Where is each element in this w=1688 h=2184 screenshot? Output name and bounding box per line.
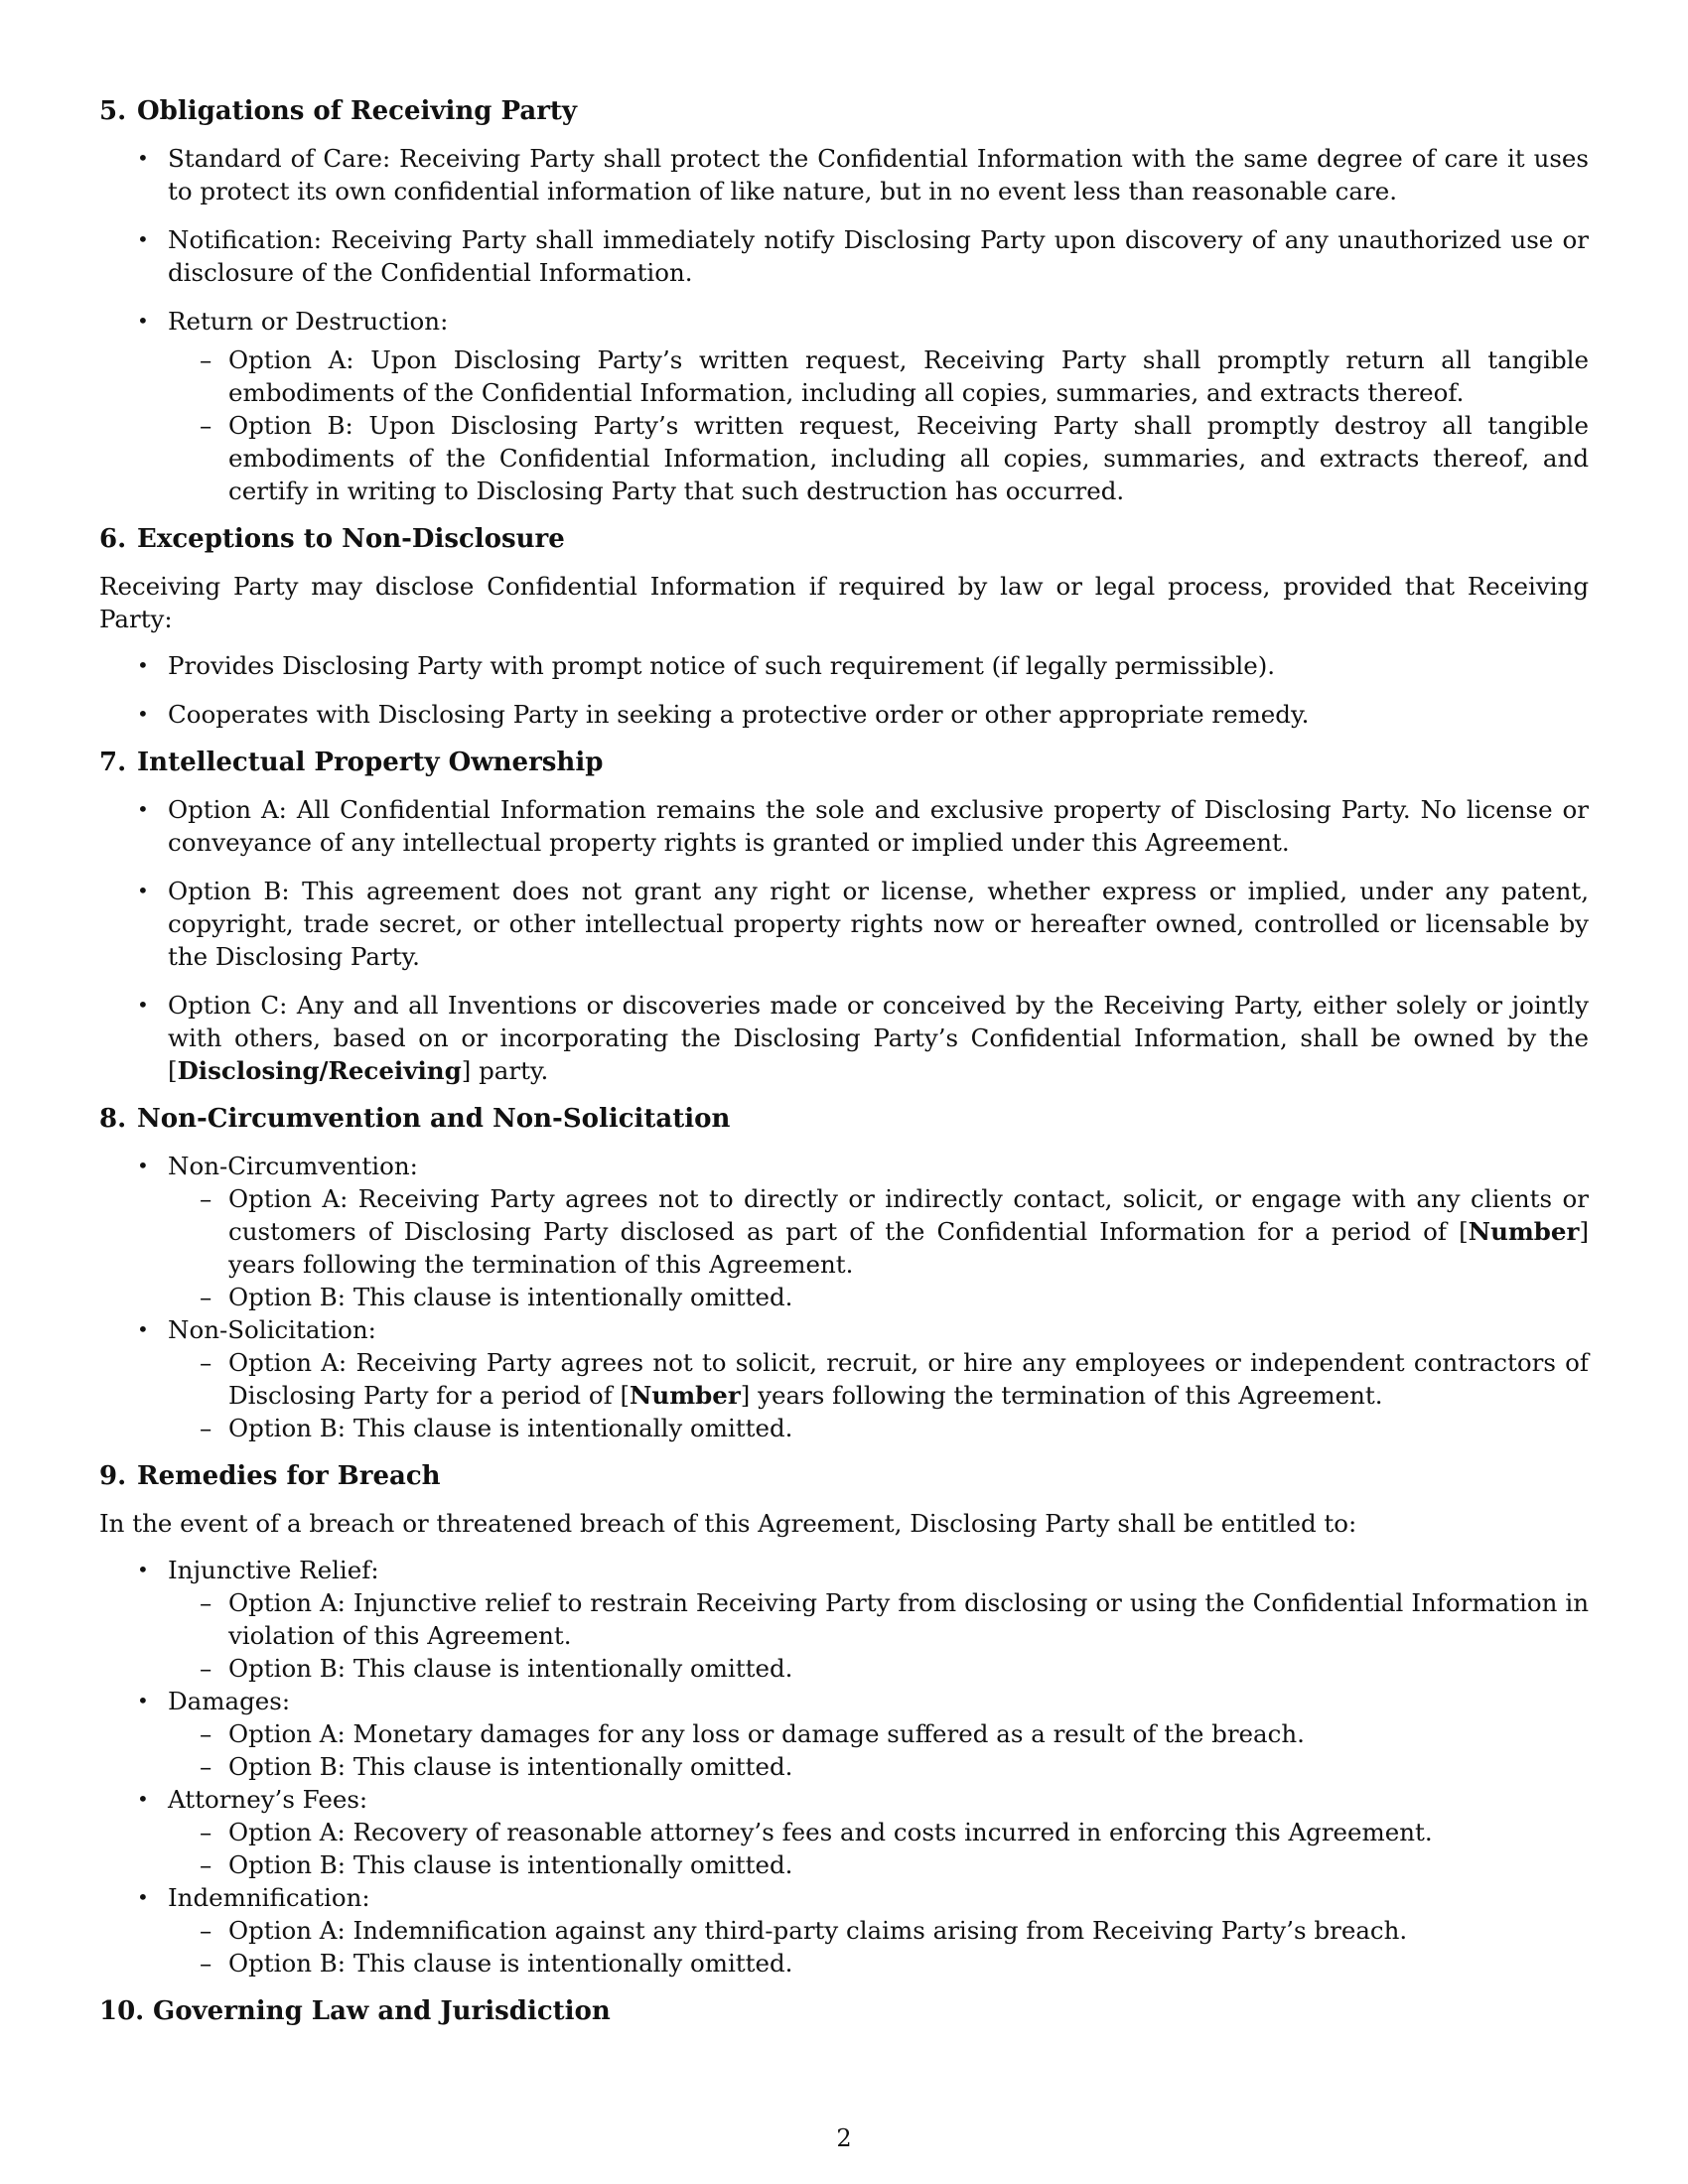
section-8-heading: [99, 1103, 1589, 1136]
dash-icon: –: [200, 1752, 212, 1781]
dash-icon: –: [200, 1850, 212, 1879]
document-page: [99, 95, 1589, 2042]
section-number: 5.: [99, 96, 127, 126]
bullet-icon: •: [137, 309, 149, 333]
sub-list-item: – Option B: This clause is intentionally omitted.: [200, 1283, 793, 1311]
dash-icon: –: [200, 1414, 212, 1442]
sub-list-item: – Option A: Monetary damages for any loss or damage suffered as a result of the breach.: [200, 1719, 1305, 1748]
section-6-intro: Receiving Party may disclose Confidential Information if required by law or legal process, provided that Receiving Party:: [99, 572, 1589, 633]
section-number: 6.: [99, 524, 127, 554]
bullet-icon: •: [137, 1885, 149, 1909]
list-item: • Return or Destruction: – Option A: Upon Disclosing Party’s written request, Receiving Party shall promptly return all tangible embodiments of the Confidential Information, including all copies, summaries, and extracts thereof. – Option B: Upon Disclosing Party’s written request, Receiving Party shall promptly destroy all tangible embodiments of the Confidential Information, including all copies, summaries, and extracts thereof, and certify in writing to Disclosing Party that such destruction has occurred.: [137, 307, 1589, 505]
section-number: 9.: [99, 1461, 127, 1491]
placeholder-field: Number: [630, 1381, 741, 1410]
bullet-icon: •: [137, 702, 149, 726]
list-item: • Notification: Receiving Party shall immediately notify Disclosing Party upon discovery of any unauthorized use or disclosure of the Confidential Information.: [137, 225, 1589, 287]
section-8-list: [99, 1150, 1589, 1444]
bullet-icon: •: [137, 797, 149, 821]
list-item: • Option C: Any and all Inventions or discoveries made or conceived by the Receiving Party, either solely or jointly with others, based on or incorporating the Disclosing Party’s Confidential Information, shall be owned by the [Disclosing/Receiving] party.: [137, 991, 1589, 1085]
sub-list-item: – Option A: Upon Disclosing Party’s written request, Receiving Party shall promptly return all tangible embodiments of the Confidential Information, including all copies, summaries, and extracts thereof.: [200, 345, 1589, 407]
section-9-list: [99, 1554, 1589, 1979]
section-6-list: [99, 649, 1589, 731]
list-item: • Option B: This agreement does not grant any right or license, whether express or implied, under any patent, copyright, trade secret, or other intellectual property rights now or hereafter owned, controlled or licensable by the Disclosing Party.: [137, 877, 1589, 971]
list-item: • Damages: – Option A: Monetary damages for any loss or damage suffered as a result of the breach. – Option B: This clause is intentionally omitted.: [99, 1685, 1589, 1783]
bullet-icon: •: [137, 146, 149, 170]
section-title: Intellectual Property Ownership: [137, 748, 604, 777]
list-item: • Cooperates with Disclosing Party in seeking a protective order or other appropriate remedy.: [137, 700, 1310, 729]
section-10-heading: [99, 1995, 1589, 2028]
placeholder-field: Disclosing/Receiving: [177, 1056, 462, 1085]
bullet-icon: •: [137, 1558, 149, 1581]
placeholder-field: Number: [1468, 1217, 1580, 1246]
section-6-heading: [99, 523, 1589, 556]
bullet-icon: •: [137, 1317, 149, 1341]
sub-list: [168, 1586, 1589, 1685]
sub-list: [168, 1346, 1589, 1444]
section-title: Non-Circumvention and Non-Solicitation: [137, 1104, 731, 1134]
dash-icon: –: [200, 1283, 212, 1311]
sub-list-item: – Option B: Upon Disclosing Party’s written request, Receiving Party shall promptly destroy all tangible embodiments of the Confidential Information, including all copies, summaries, and extracts thereof, and certify in writing to Disclosing Party that such destruction has occurred.: [200, 411, 1589, 505]
sub-list-item: – Option A: Recovery of reasonable attorney’s fees and costs incurred in enforcing this Agreement.: [200, 1818, 1433, 1846]
sub-list: [168, 1914, 1589, 1979]
sub-list: [168, 1816, 1589, 1881]
list-item: • Option A: All Confidential Information remains the sole and exclusive property of Disclosing Party. No license or conveyance of any intellectual property rights is granted or implied under this Agreement.: [137, 795, 1589, 857]
bullet-icon: •: [137, 1787, 149, 1811]
list-item: • Indemnification: – Option A: Indemnification against any third-party claims arising from Receiving Party’s breach. – Option B: This clause is intentionally omitted.: [99, 1881, 1589, 1979]
sub-list-item: – Option B: This clause is intentionally omitted.: [200, 1850, 793, 1879]
sub-list-item: – Option A: Receiving Party agrees not to directly or indirectly contact, solicit, or engage with any clients or customers of Disclosing Party disclosed as part of the Confidential Information for a period of [Number] years following the termination of this Agreement.: [200, 1184, 1589, 1279]
dash-icon: –: [200, 1916, 212, 1945]
list-item: • Standard of Care: Receiving Party shall protect the Confidential Information with the same degree of care it uses to protect its own confidential information of like nature, but in no event less than reasonable care.: [137, 144, 1589, 205]
bullet-icon: •: [137, 1154, 149, 1177]
sub-list-item: – Option A: Receiving Party agrees not to solicit, recruit, or hire any employees or independent contractors of Disclosing Party for a period of [Number] years following the termination of this Agreement.: [200, 1348, 1589, 1410]
list-item: • Non-Circumvention: – Option A: Receiving Party agrees not to directly or indirectly contact, solicit, or engage with any clients or customers of Disclosing Party disclosed as part of the Confidential Information for a period of [Number] years following the termination of this Agreement. – Option B: This clause is intentionally omitted.: [137, 1152, 1589, 1311]
section-title: Governing Law and Jurisdiction: [153, 1996, 611, 2026]
bullet-icon: •: [137, 879, 149, 902]
section-9-heading: [99, 1460, 1589, 1493]
section-5-heading: [99, 95, 1589, 128]
sub-list: [168, 343, 1589, 507]
sub-list-item: – Option A: Indemnification against any third-party claims arising from Receiving Party’s breach.: [200, 1916, 1408, 1945]
section-title: Exceptions to Non-Disclosure: [137, 524, 565, 554]
section-7-heading: [99, 747, 1589, 779]
sub-list-item: – Option B: This clause is intentionally omitted.: [200, 1654, 793, 1683]
sub-list-item: – Option A: Injunctive relief to restrain Receiving Party from disclosing or using the Confidential Information in violation of this Agreement.: [200, 1588, 1589, 1650]
dash-icon: –: [200, 1654, 212, 1683]
list-item: • Attorney’s Fees: – Option A: Recovery of reasonable attorney’s fees and costs incurred in enforcing this Agreement. – Option B: This clause is intentionally omitted.: [99, 1783, 1589, 1881]
section-7-list: [99, 793, 1589, 1087]
sub-list: [168, 1717, 1589, 1783]
dash-icon: –: [200, 1949, 212, 1978]
sub-list-item: – Option B: This clause is intentionally omitted.: [200, 1414, 793, 1442]
section-number: 7.: [99, 748, 127, 777]
sub-list: [168, 1182, 1589, 1313]
bullet-icon: •: [137, 653, 149, 677]
section-5-list: [99, 142, 1589, 507]
dash-icon: –: [200, 1719, 212, 1748]
bullet-icon: •: [137, 227, 149, 251]
list-item: • Provides Disclosing Party with prompt notice of such requirement (if legally permissible).: [137, 651, 1276, 680]
bullet-icon: •: [137, 1689, 149, 1712]
list-item: • Non-Solicitation: – Option A: Receiving Party agrees not to solicit, recruit, or hire any employees or independent contractors of Disclosing Party for a period of [Number] years following the termination of this Agreement. – Option B: This clause is intentionally omitted.: [137, 1315, 1589, 1442]
dash-icon: –: [200, 345, 212, 374]
section-number: 8.: [99, 1104, 127, 1134]
section-9-intro: In the event of a breach or threatened breach of this Agreement, Disclosing Party shall be entitled to:: [99, 1509, 1357, 1538]
dash-icon: –: [200, 1818, 212, 1846]
bullet-icon: •: [137, 993, 149, 1017]
list-item: • Injunctive Relief: – Option A: Injunctive relief to restrain Receiving Party from disclosing or using the Confidential Information in violation of this Agreement. – Option B: This clause is intentionally omitted.: [137, 1556, 1589, 1683]
sub-list-item: – Option B: This clause is intentionally omitted.: [200, 1949, 793, 1978]
dash-icon: –: [200, 1348, 212, 1377]
dash-icon: –: [200, 1588, 212, 1617]
dash-icon: –: [200, 1184, 212, 1213]
page-number: 2: [836, 2124, 852, 2152]
section-title: Remedies for Breach: [137, 1461, 441, 1491]
dash-icon: –: [200, 411, 212, 440]
sub-list-item: – Option B: This clause is intentionally omitted.: [200, 1752, 793, 1781]
section-number: 10.: [99, 1996, 145, 2026]
section-title: Obligations of Receiving Party: [137, 96, 578, 126]
